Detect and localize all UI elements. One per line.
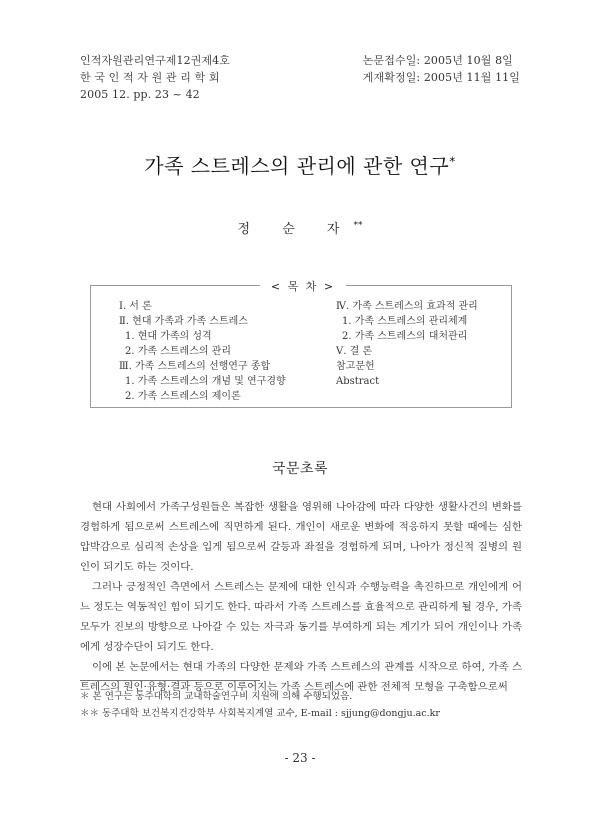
page-number: - 23 -: [284, 751, 316, 765]
toc-subitem: 2. 가족 스트레스의 관리: [125, 346, 232, 357]
toc-item: Ⅱ. 현대 가족과 가족 스트레스: [119, 316, 248, 327]
toc-label: < 목 차 >: [270, 280, 336, 293]
paper-title-text: 가족 스트레스의 관리에 관한 연구: [144, 154, 450, 178]
toc-subitem: 1. 가족 스트레스의 개념 및 연구경향: [125, 376, 286, 387]
title-footnote-mark: *: [449, 154, 456, 169]
author-footnote-mark: **: [353, 220, 363, 231]
author-name: 정 순 자: [237, 222, 354, 237]
toc-item: Ⅳ. 가족 스트레스의 효과적 관리: [336, 301, 478, 312]
footnote-author: ＊＊ 동주대학 보건복지건강학부 사회복지계열 교수, E-mail : sjjung@dongju.ac.kr: [80, 708, 440, 719]
abstract-paragraph: 그러나 긍정적인 측면에서 스트레스는 문제에 대한 인식과 수행능력을 촉진하므로 개인에게 어느 정도는 역동적인 힘이 되기도 한다. 따라서 가족 스트레스를 효율적으로 관리하게 될 경우, 가족 모두가 진보의 방향으로 나아갈 수 있는 자극과 동기를 부여하게 되는 계기가 되어 개인이나 가족에게 성장수단이 되기도 한다.: [80, 581, 522, 653]
toc-subitem: 2. 가족 스트레스의 제이론: [125, 391, 241, 402]
journal-info: [80, 52, 230, 103]
accepted-date: 게재확정일: 2005년 11월 11일: [362, 71, 520, 84]
table-of-contents: [90, 285, 512, 408]
abstract-paragraph: 현대 사회에서 가족구성원들은 복잡한 생활을 영위해 나아감에 따라 다양한 생활사건의 변화를 경험하게 됨으로써 스트레스에 직면하게 된다. 개인이 새로운 변화에 적응하지 못할 때에는 심한 압박감으로 심리적 손상을 입게 됨으로써 갈등과 좌절을 경험하게 되며, 나아가 정신적 질병의 원인이 되기도 하는 것이다.: [80, 501, 522, 573]
toc-item: Ⅴ. 결 론: [336, 346, 373, 357]
toc-subitem: 1. 현대 가족의 성격: [125, 331, 212, 342]
author: [0, 218, 600, 237]
submission-dates: [363, 52, 520, 86]
toc-subitem: 1. 가족 스트레스의 관리체계: [342, 316, 468, 327]
abstract-paragraph: 이에 본 논문에서는 현대 가족의 다양한 문제와 가족 스트레스의 관계를 시작으로 하여, 가족 스트레스의 원인·유형·결과 등으로 이루어지는 가족 스트레스에 관한 전체적 모형을 구축함으로써: [80, 661, 522, 693]
footnote-rule: [80, 680, 260, 681]
toc-item: Ⅰ. 서 론: [119, 301, 152, 312]
toc-right-column: [336, 299, 478, 389]
footnotes: [80, 688, 530, 722]
toc-subitem: 2. 가족 스트레스의 대처관리: [342, 331, 468, 342]
abstract-title: 국문초록: [271, 461, 329, 477]
issue-pages: 2005 12. pp. 23 ~ 42: [80, 88, 200, 101]
toc-left-column: [119, 299, 286, 404]
footnote-funding: ＊ 본 연구는 동주대학의 교내학술연구비 지원에 의해 수행되었음.: [80, 691, 353, 702]
toc-item: Ⅲ. 가족 스트레스의 선행연구 종합: [119, 361, 271, 372]
abstract-body: [80, 497, 522, 697]
toc-item: 참고문헌: [336, 361, 375, 372]
society-name: 한 국 인 적 자 원 관 리 학 회: [80, 71, 220, 84]
received-date: 논문접수일: 2005년 10월 8일: [362, 54, 513, 67]
toc-item: Abstract: [336, 376, 380, 387]
paper-title: [0, 150, 600, 179]
journal-name: 인적자원관리연구제12권제4호: [80, 54, 231, 67]
